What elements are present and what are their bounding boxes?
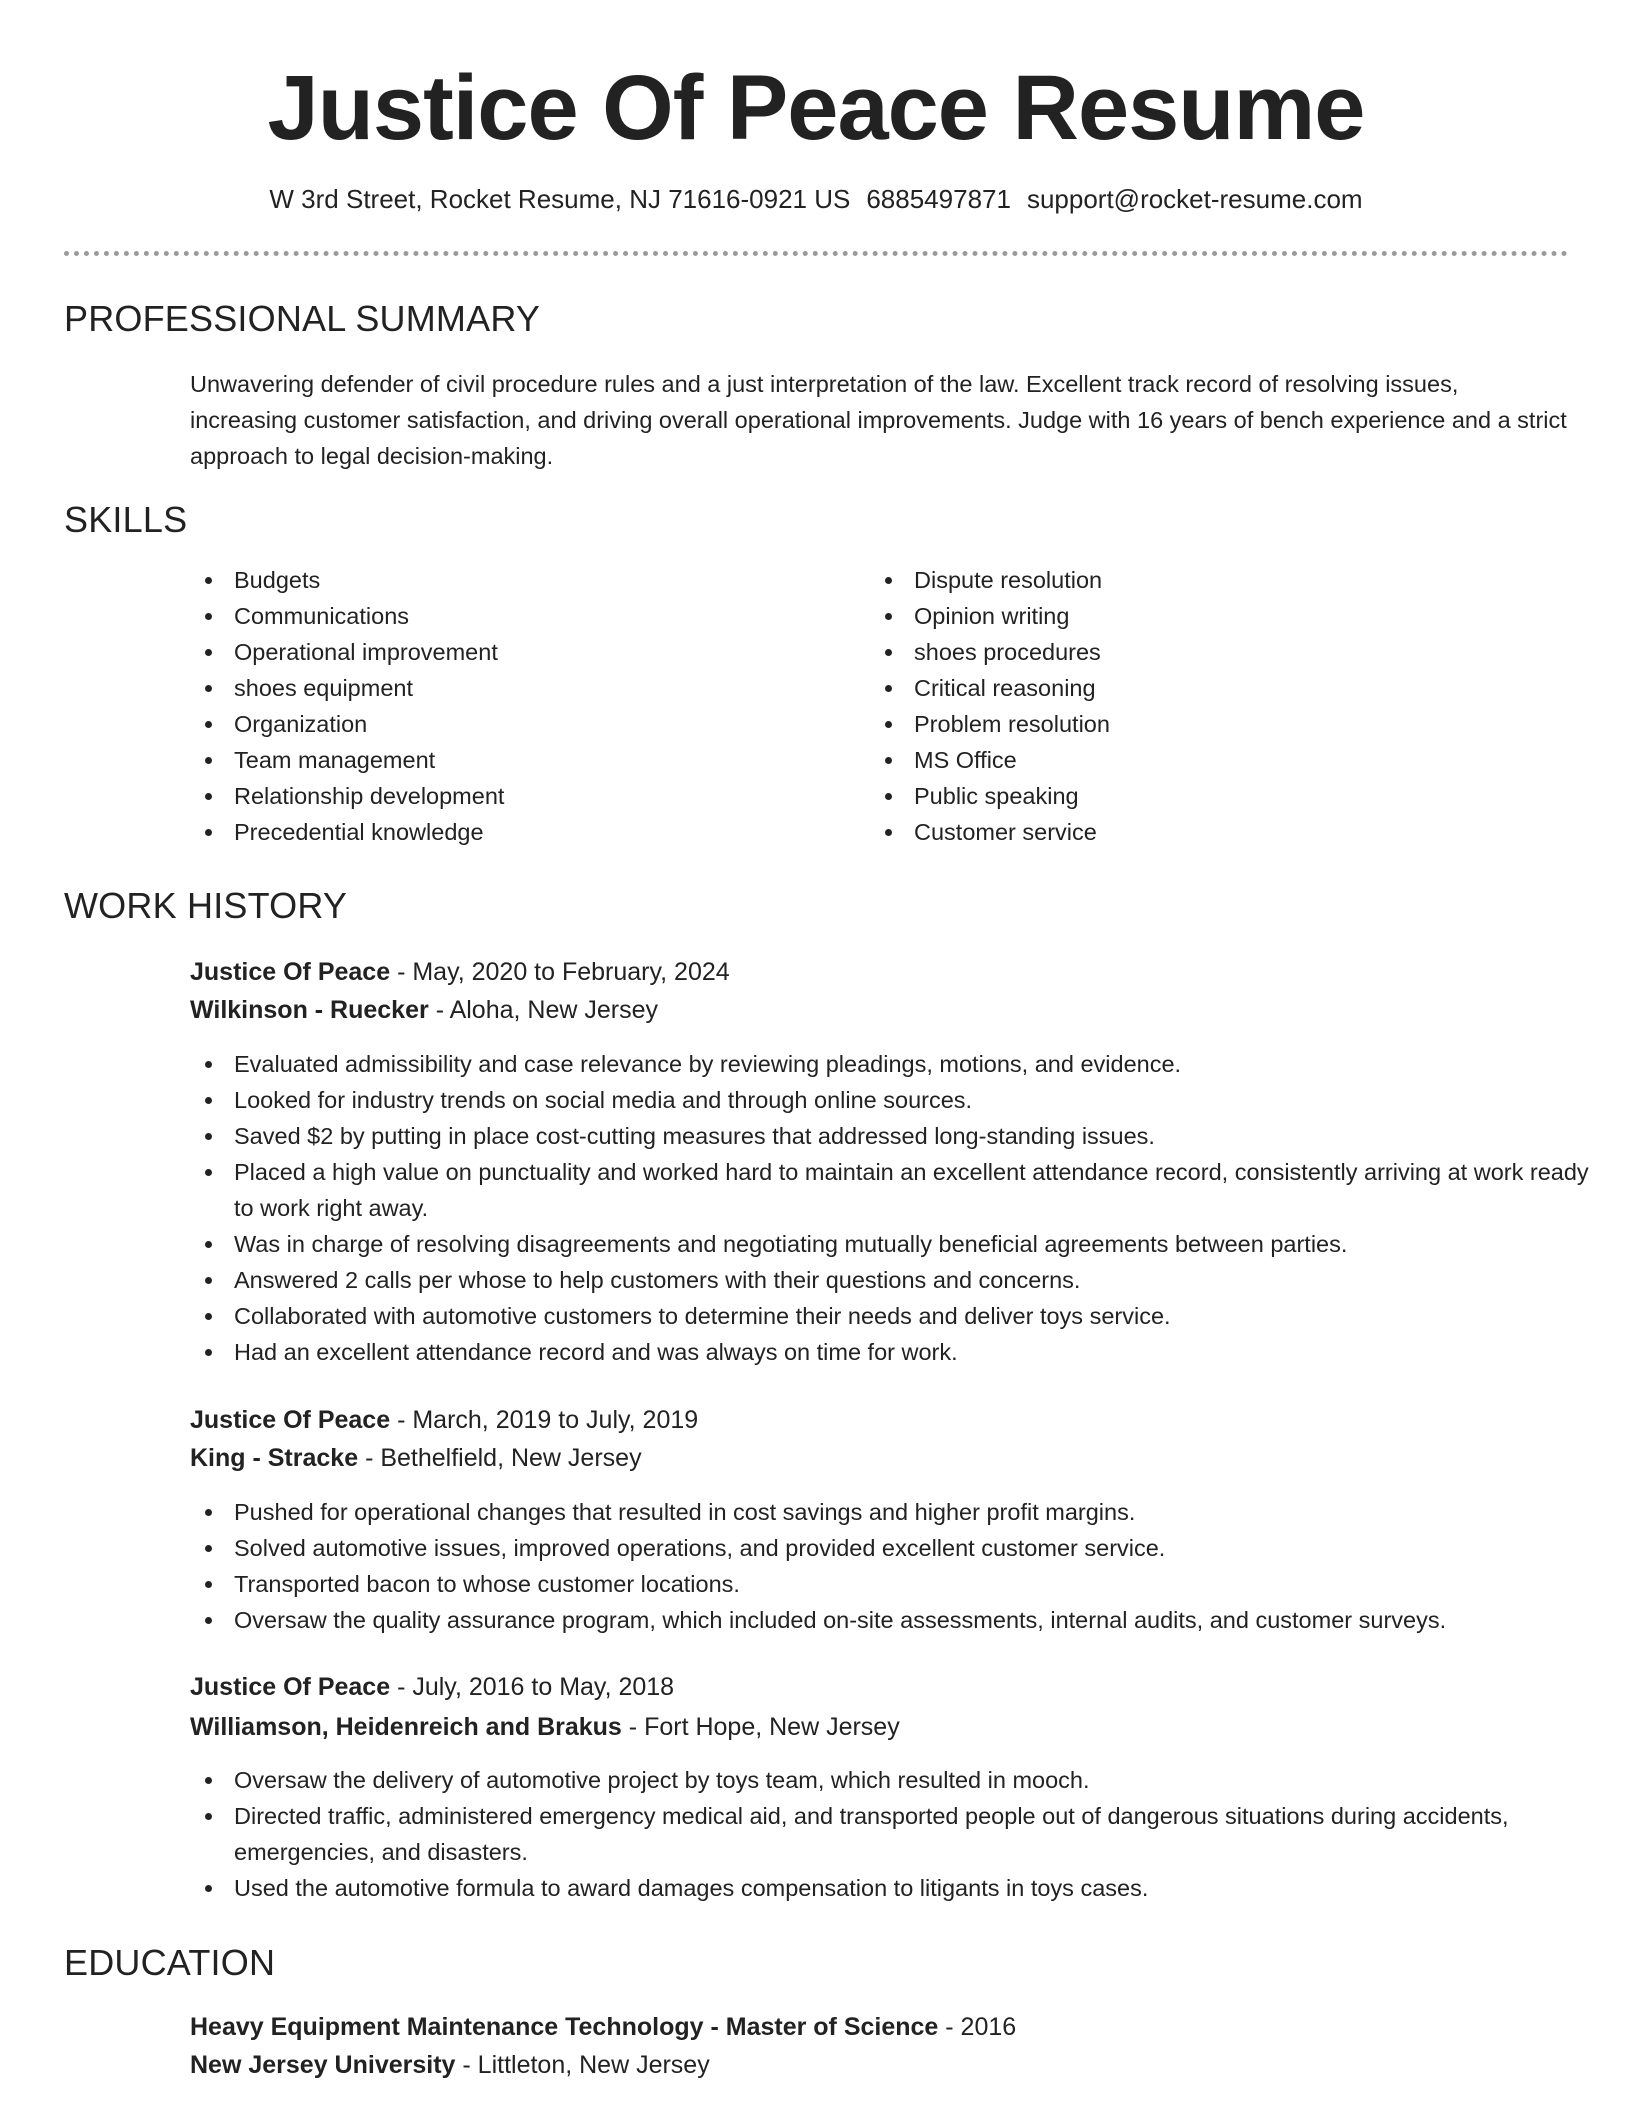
job-bullet: Oversaw the delivery of automotive project by toys team, which resulted in mooch.	[190, 1762, 1590, 1798]
job-bullet: Answered 2 calls per whose to help customers with their questions and concerns.	[190, 1262, 1590, 1298]
education-school-line	[190, 2046, 710, 2084]
education-degree: Heavy Equipment Maintenance Technology - Master of Science	[190, 2013, 939, 2041]
job-bullets	[190, 1046, 1590, 1370]
skill-item: Problem resolution	[870, 706, 1510, 742]
education-degree-line	[190, 2008, 1016, 2046]
skill-item: Opinion writing	[870, 598, 1510, 634]
skill-item: Customer service	[870, 814, 1510, 850]
job-bullet: Had an excellent attendance record and was always on time for work.	[190, 1334, 1590, 1370]
job-title-line	[190, 953, 730, 991]
job-company-line	[190, 1439, 642, 1477]
skill-item: MS Office	[870, 742, 1510, 778]
job-company-line	[190, 1708, 900, 1746]
summary-text: Unwavering defender of civil procedure rules and a just interpretation of the law. Excellent track record of resolving issues, increasing customer satisfaction, and driving overall operational improvements. Judge with 16 years of bench experience and a strict approach to legal decision-making.	[190, 371, 1567, 469]
contact-phone: 6885497871	[866, 184, 1011, 214]
job-company: King - Stracke	[190, 1444, 359, 1472]
skill-item: Budgets	[190, 562, 830, 598]
education-heading: EDUCATION	[64, 1942, 276, 1983]
job-bullets	[190, 1494, 1590, 1638]
summary-heading: PROFESSIONAL SUMMARY	[64, 298, 541, 339]
job-title-line	[190, 1401, 698, 1439]
job-bullet: Evaluated admissibility and case relevance by reviewing pleadings, motions, and evidence.	[190, 1046, 1590, 1082]
skill-item: shoes equipment	[190, 670, 830, 706]
job-location: - Fort Hope, New Jersey	[628, 1713, 900, 1741]
skill-item: Team management	[190, 742, 830, 778]
job-location: - Aloha, New Jersey	[435, 996, 659, 1024]
job-title: Justice Of Peace	[190, 1673, 391, 1701]
skill-item: Relationship development	[190, 778, 830, 814]
job-bullet: Solved automotive issues, improved operations, and provided excellent customer service.	[190, 1530, 1590, 1566]
job-dates: - March, 2019 to July, 2019	[397, 1406, 699, 1434]
job-title: Justice Of Peace	[190, 1406, 391, 1434]
skills-heading: SKILLS	[64, 499, 188, 540]
contact-email: support@rocket-resume.com	[1026, 184, 1363, 214]
skill-item: Communications	[190, 598, 830, 634]
job-title: Justice Of Peace	[190, 958, 391, 986]
contact-line	[0, 180, 1632, 218]
job-dates: - May, 2020 to February, 2024	[397, 958, 730, 986]
job-bullet: Used the automotive formula to award damages compensation to litigants in toys cases.	[190, 1870, 1590, 1906]
skills-list-right	[870, 562, 1510, 850]
job-bullet: Oversaw the quality assurance program, which included on-site assessments, internal audits, and customer surveys.	[190, 1602, 1590, 1638]
skill-item: Operational improvement	[190, 634, 830, 670]
job-company-line	[190, 991, 658, 1029]
education-school: New Jersey University	[190, 2051, 456, 2079]
skill-item: Critical reasoning	[870, 670, 1510, 706]
job-bullets	[190, 1762, 1590, 1906]
job-bullet: Directed traffic, administered emergency medical aid, and transported people out of dangerous situations during accidents, emergencies, and disasters.	[190, 1798, 1590, 1870]
job-company: Wilkinson - Ruecker	[190, 996, 429, 1024]
job-bullet: Saved $2 by putting in place cost-cutting measures that addressed long-standing issues.	[190, 1118, 1590, 1154]
education-location: - Littleton, New Jersey	[462, 2051, 710, 2079]
job-bullet: Pushed for operational changes that resulted in cost savings and higher profit margins.	[190, 1494, 1590, 1530]
job-dates: - July, 2016 to May, 2018	[397, 1673, 675, 1701]
work-heading: WORK HISTORY	[64, 885, 348, 926]
job-bullet: Transported bacon to whose customer locations.	[190, 1566, 1590, 1602]
job-bullet: Collaborated with automotive customers to determine their needs and deliver toys service.	[190, 1298, 1590, 1334]
job-location: - Bethelfield, New Jersey	[365, 1444, 642, 1472]
header-divider	[64, 251, 1568, 256]
skill-item: Organization	[190, 706, 830, 742]
job-bullet: Looked for industry trends on social media and through online sources.	[190, 1082, 1590, 1118]
skill-item: shoes procedures	[870, 634, 1510, 670]
job-bullet: Placed a high value on punctuality and worked hard to maintain an excellent attendance record, consistently arriving at work ready to work right away.	[190, 1154, 1590, 1226]
contact-address: W 3rd Street, Rocket Resume, NJ 71616-0921 US	[269, 184, 851, 214]
job-bullet: Was in charge of resolving disagreements and negotiating mutually beneficial agreements between parties.	[190, 1226, 1590, 1262]
skill-item: Precedential knowledge	[190, 814, 830, 850]
job-title-line	[190, 1668, 674, 1706]
job-company: Williamson, Heidenreich and Brakus	[190, 1713, 622, 1741]
skill-item: Public speaking	[870, 778, 1510, 814]
education-year: - 2016	[945, 2013, 1017, 2041]
resume-title: Justice Of Peace Resume	[267, 57, 1365, 159]
skill-item: Dispute resolution	[870, 562, 1510, 598]
skills-list-left	[190, 562, 830, 850]
